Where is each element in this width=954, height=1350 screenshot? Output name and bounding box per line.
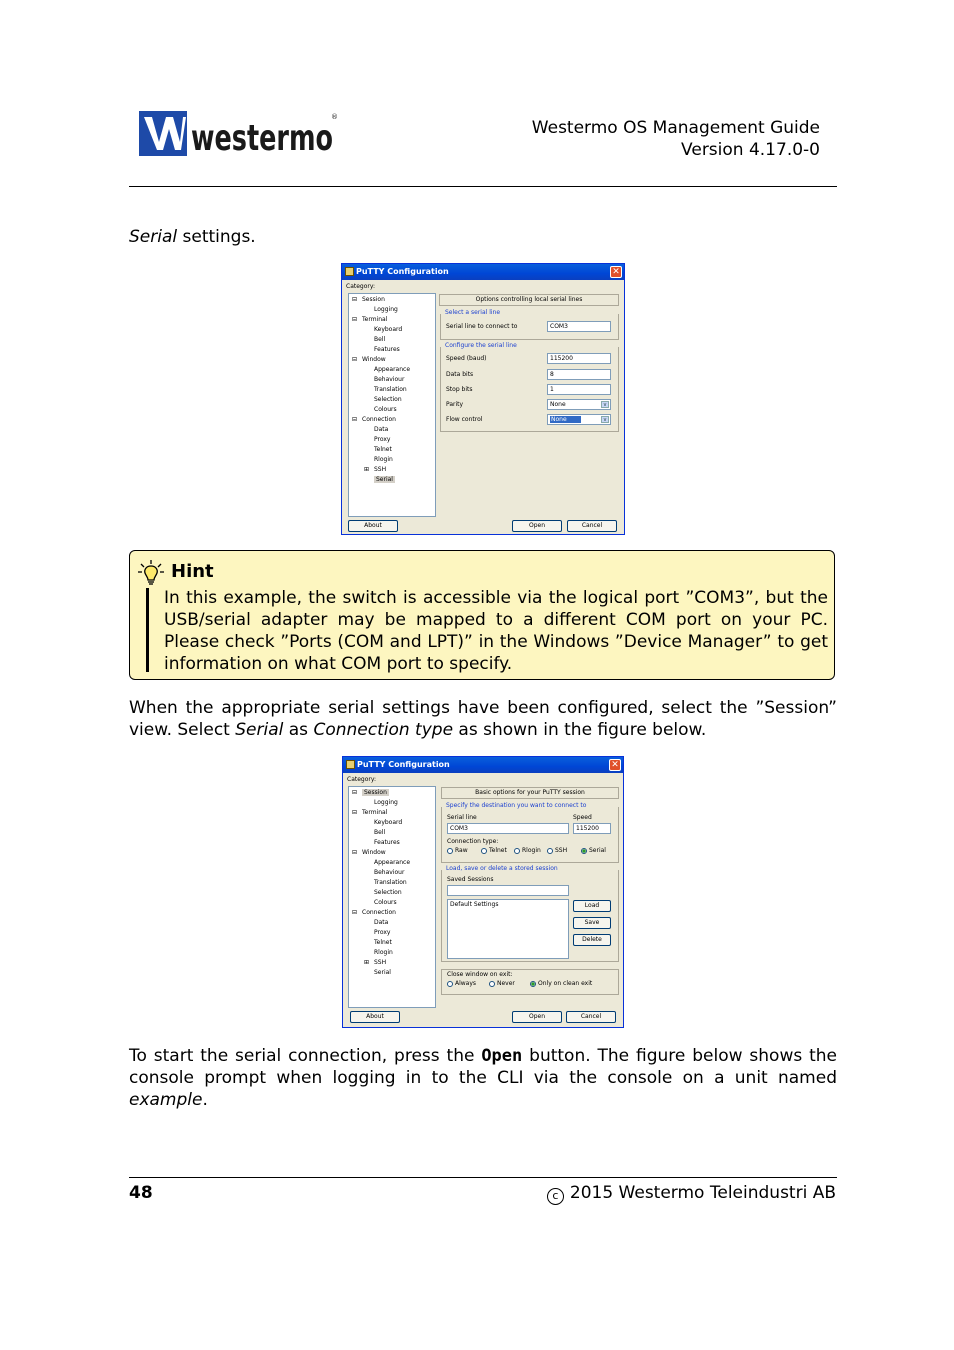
- tree-item-session[interactable]: Session: [364, 789, 387, 796]
- flow-control-label: Flow control: [446, 416, 483, 423]
- speed-label: Speed: [573, 814, 592, 821]
- category-tree[interactable]: ⊟ Session Logging ⊟ Terminal Keyboard Bell Features ⊟ Window Appearance Behaviour Translation Selection Colours ⊟ Connection Data Proxy Telnet Rlogin ⊞ SSH Serial: [348, 293, 436, 517]
- data-bits-input[interactable]: 8: [547, 369, 611, 380]
- serial-line-label: Serial line to connect to: [446, 323, 518, 330]
- section-stored-session: Load, save or delete a stored session: [446, 865, 558, 872]
- parity-label: Parity: [446, 401, 464, 408]
- load-button[interactable]: Load: [573, 900, 611, 912]
- tree-item-translation[interactable]: Translation: [374, 386, 407, 393]
- tree-item-window[interactable]: Window: [362, 356, 386, 363]
- parity-select[interactable]: None v: [547, 399, 611, 410]
- save-button[interactable]: Save: [573, 917, 611, 929]
- radio-clean-exit[interactable]: Only on clean exit: [530, 980, 592, 987]
- radio-never[interactable]: Never: [489, 980, 515, 987]
- tree-item-serial[interactable]: Serial: [376, 476, 393, 483]
- panel-title: Basic options for your PuTTY session: [441, 787, 619, 799]
- putty-icon: [346, 760, 355, 769]
- tree-item-appearance[interactable]: Appearance: [374, 366, 411, 373]
- hint-bar: [146, 588, 149, 672]
- tree-item-telnet[interactable]: Telnet: [374, 939, 392, 946]
- radio-rlogin[interactable]: Rlogin: [514, 847, 541, 854]
- tree-item-logging[interactable]: Logging: [374, 306, 398, 313]
- radio-raw[interactable]: Raw: [447, 847, 468, 854]
- delete-button[interactable]: Delete: [573, 934, 611, 946]
- section-select-serial-line: Select a serial line: [445, 309, 501, 316]
- putty-serial-window: [341, 263, 625, 535]
- radio-serial[interactable]: Serial: [581, 847, 606, 854]
- data-bits-label: Data bits: [446, 371, 474, 378]
- list-item[interactable]: Default Settings: [450, 901, 499, 908]
- tree-item-selection[interactable]: Selection: [374, 889, 402, 896]
- tree-item-logging[interactable]: Logging: [374, 799, 398, 806]
- section-configure-serial-line: Configure the serial line: [445, 342, 517, 349]
- tree-item-appearance[interactable]: Appearance: [374, 859, 411, 866]
- tree-item-translation[interactable]: Translation: [374, 879, 407, 886]
- speed-input[interactable]: 115200: [547, 353, 611, 364]
- footer-rule: [129, 1177, 837, 1178]
- tree-item-bell[interactable]: Bell: [374, 336, 386, 343]
- tree-item-serial[interactable]: Serial: [374, 969, 391, 976]
- header-title-block: [532, 117, 820, 161]
- lightbulb-icon: [138, 559, 164, 587]
- tree-item-bell[interactable]: Bell: [374, 829, 386, 836]
- tree-item-telnet[interactable]: Telnet: [374, 446, 392, 453]
- panel-title: Options controlling local serial lines: [439, 294, 619, 306]
- svg-text:®: ®: [331, 113, 338, 121]
- window-titlebar: PuTTY Configuration ✕: [342, 264, 624, 280]
- serial-line-label: Serial line: [447, 814, 477, 821]
- page-number: 48: [129, 1183, 153, 1203]
- tree-item-behaviour[interactable]: Behaviour: [374, 376, 405, 383]
- cancel-button[interactable]: Cancel: [567, 520, 617, 532]
- flow-control-select[interactable]: None v: [547, 414, 611, 425]
- tree-item-terminal[interactable]: Terminal: [362, 316, 388, 323]
- radio-telnet[interactable]: Telnet: [481, 847, 507, 854]
- close-icon[interactable]: ✕: [609, 759, 621, 771]
- tree-item-terminal[interactable]: Terminal: [362, 809, 388, 816]
- putty-icon: [345, 267, 354, 276]
- radio-always[interactable]: Always: [447, 980, 476, 987]
- tree-item-proxy[interactable]: Proxy: [374, 929, 391, 936]
- hint-title: Hint: [171, 561, 214, 582]
- serial-line-input[interactable]: COM3: [547, 321, 611, 332]
- tree-item-features[interactable]: Features: [374, 346, 400, 353]
- serial-line-input[interactable]: COM3: [447, 823, 569, 834]
- tree-item-proxy[interactable]: Proxy: [374, 436, 391, 443]
- tree-item-data[interactable]: Data: [374, 919, 389, 926]
- tree-item-colours[interactable]: Colours: [374, 406, 397, 413]
- cancel-button[interactable]: Cancel: [566, 1011, 616, 1023]
- intro-text: Serial settings.: [129, 227, 256, 247]
- tree-item-connection[interactable]: Connection: [362, 909, 396, 916]
- open-button[interactable]: Open: [512, 520, 562, 532]
- about-button[interactable]: About: [348, 520, 398, 532]
- tree-item-rlogin[interactable]: Rlogin: [374, 456, 393, 463]
- tree-item-data[interactable]: Data: [374, 426, 389, 433]
- tree-item-session[interactable]: Session: [362, 296, 385, 303]
- tree-item-behaviour[interactable]: Behaviour: [374, 869, 405, 876]
- about-button[interactable]: About: [350, 1011, 400, 1023]
- chevron-down-icon[interactable]: v: [601, 416, 609, 423]
- category-tree[interactable]: ⊟ Session Logging ⊟ Terminal Keyboard Bell Features ⊟ Window Appearance Behaviour Translation Selection Colours ⊟ Connection Data Proxy Telnet Rlogin ⊞ SSH Serial: [348, 786, 436, 1008]
- section-destination: Specify the destination you want to connect to: [446, 802, 587, 809]
- open-button[interactable]: Open: [512, 1011, 562, 1023]
- window-titlebar: PuTTY Configuration ✕: [343, 757, 623, 773]
- speed-label: Speed (baud): [446, 355, 487, 362]
- hint-text: In this example, the switch is accessible via the logical port ”COM3”, but the USB/serial adapter may be mapped to a different COM port on your PC. Please check ”Ports (COM and LPT)” in the Windows ”Device Manager” to get information on what COM port to specify.: [164, 588, 828, 674]
- tree-item-ssh[interactable]: SSH: [374, 959, 387, 966]
- open-instructions: To start the serial connection, press the Open button. The figure below shows the console prompt when logging in to the CLI via the console on a unit named example.: [129, 1046, 837, 1110]
- putty-session-window: [342, 756, 624, 1028]
- westermo-logo: [139, 110, 339, 158]
- copyright: c 2015 Westermo Teleindustri AB: [547, 1183, 836, 1205]
- copyright-icon: c: [547, 1188, 564, 1205]
- saved-sessions-list[interactable]: [447, 899, 569, 959]
- tree-item-rlogin[interactable]: Rlogin: [374, 949, 393, 956]
- tree-item-selection[interactable]: Selection: [374, 396, 402, 403]
- tree-item-ssh[interactable]: SSH: [374, 466, 387, 473]
- tree-item-connection[interactable]: Connection: [362, 416, 396, 423]
- guide-version: Version 4.17.0-0: [681, 140, 820, 160]
- saved-sessions-input[interactable]: [447, 885, 569, 896]
- header-rule: [129, 186, 837, 187]
- tree-item-keyboard[interactable]: Keyboard: [374, 326, 403, 333]
- category-label: Category:: [346, 283, 375, 290]
- session-instructions: When the appropriate serial settings have been configured, select the ”Session” view. Select Serial as Connection type as shown in the figure below.: [129, 698, 837, 740]
- radio-ssh[interactable]: SSH: [547, 847, 567, 854]
- close-icon[interactable]: ✕: [610, 266, 622, 278]
- tree-item-colours[interactable]: Colours: [374, 899, 397, 906]
- tree-item-keyboard[interactable]: Keyboard: [374, 819, 403, 826]
- connection-type-label: Connection type:: [447, 838, 499, 845]
- category-label: Category:: [347, 776, 376, 783]
- svg-text:westermo: westermo: [191, 118, 333, 158]
- chevron-down-icon[interactable]: v: [601, 401, 609, 408]
- tree-item-window[interactable]: Window: [362, 849, 386, 856]
- saved-sessions-label: Saved Sessions: [447, 876, 494, 883]
- tree-item-features[interactable]: Features: [374, 839, 400, 846]
- hint-box: [129, 550, 835, 680]
- close-window-label: Close window on exit:: [447, 971, 513, 978]
- guide-title: Westermo OS Management Guide: [531, 118, 820, 138]
- speed-input[interactable]: 115200: [573, 823, 611, 834]
- stop-bits-input[interactable]: 1: [547, 384, 611, 395]
- stop-bits-label: Stop bits: [446, 386, 473, 393]
